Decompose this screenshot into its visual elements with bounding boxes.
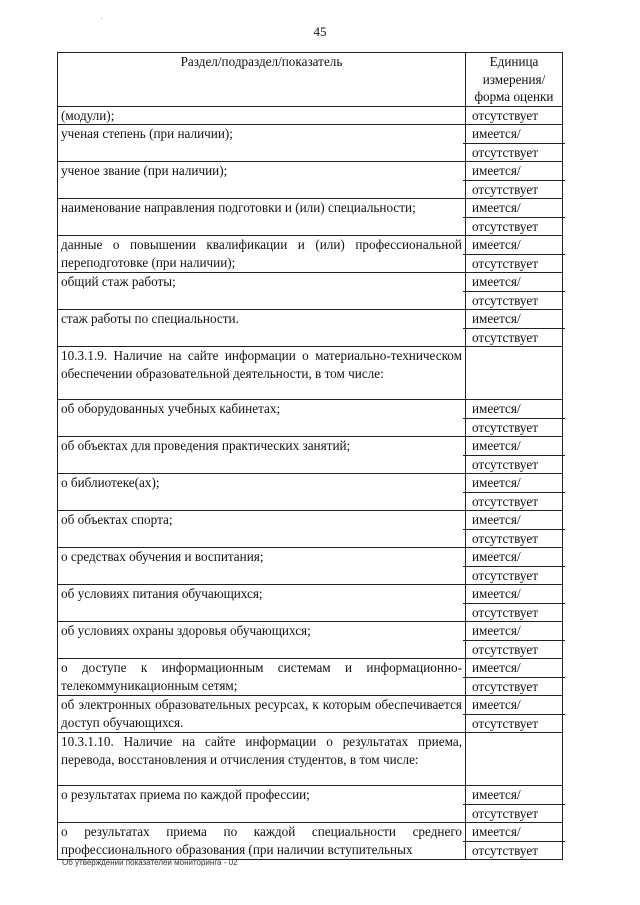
unit-value-alt: отсутствует xyxy=(463,492,565,511)
unit-cell xyxy=(466,733,563,786)
unit-cell xyxy=(466,273,563,310)
indicator-cell: об объектах для проведения практических занятий; xyxy=(58,437,466,474)
table-row xyxy=(58,162,563,199)
indicator-cell: об условиях питания обучающихся; xyxy=(58,585,466,622)
table-row xyxy=(58,236,563,273)
unit-value-alt: отсутствует xyxy=(463,180,565,199)
unit-cell xyxy=(466,106,563,125)
unit-value: имеется/ xyxy=(472,126,521,141)
table-row xyxy=(58,823,563,860)
table-row xyxy=(58,400,563,437)
table-body xyxy=(58,106,563,860)
indicator-cell: об электронных образовательных ресурсах, к которым обеспечивается доступ обучающихся. xyxy=(58,696,466,733)
header-unit: Единица измерения/ форма оценки xyxy=(466,53,563,107)
unit-cell xyxy=(466,236,563,273)
unit-value-alt: отсутствует xyxy=(463,804,565,823)
unit-value-alt: отсутствует xyxy=(463,217,565,236)
indicator-cell: ученая степень (при наличии); xyxy=(58,125,466,162)
unit-cell xyxy=(466,548,563,585)
page-number: 45 xyxy=(313,24,327,39)
table-row xyxy=(58,125,563,162)
table-row xyxy=(58,622,563,659)
unit-cell xyxy=(466,786,563,823)
indicator-table xyxy=(57,52,563,860)
table-row xyxy=(58,474,563,511)
unit-value: имеется/ xyxy=(472,200,521,215)
table-row xyxy=(58,347,563,400)
table-row xyxy=(58,437,563,474)
unit-cell xyxy=(466,823,563,860)
unit-value: имеется/ xyxy=(472,586,521,601)
indicator-cell: об условиях охраны здоровья обучающихся; xyxy=(58,622,466,659)
indicator-cell: об оборудованных учебных кабинетах; xyxy=(58,400,466,437)
unit-value: имеется/ xyxy=(472,512,521,527)
unit-value: имеется/ xyxy=(472,311,521,326)
indicator-cell: 10.3.1.9. Наличие на сайте информации о материально-техническом обеспечении образовательной деятельности, в том числе: xyxy=(58,347,466,400)
unit-value: имеется/ xyxy=(472,824,521,839)
footer-note: Об утверждении показателей мониторинга - 02 xyxy=(62,858,238,867)
table-row xyxy=(58,548,563,585)
table-row xyxy=(58,273,563,310)
unit-value: отсутствует xyxy=(472,107,538,123)
unit-value: имеется/ xyxy=(472,787,521,802)
unit-value-alt: отсутствует xyxy=(463,677,565,696)
indicator-cell: о средствах обучения и воспитания; xyxy=(58,548,466,585)
indicator-cell: стаж работы по специальности. xyxy=(58,310,466,347)
unit-value-alt: отсутствует xyxy=(463,455,565,474)
unit-value-alt: отсутствует xyxy=(463,566,565,585)
table-row xyxy=(58,733,563,786)
unit-value-alt: отсутствует xyxy=(463,714,565,733)
unit-value-alt: отсутствует xyxy=(463,328,565,347)
unit-value: имеется/ xyxy=(472,274,521,289)
indicator-cell: ученое звание (при наличии); xyxy=(58,162,466,199)
indicator-cell: об объектах спорта; xyxy=(58,511,466,548)
unit-cell xyxy=(466,511,563,548)
unit-cell xyxy=(466,162,563,199)
unit-value: имеется/ xyxy=(472,401,521,416)
indicator-cell: общий стаж работы; xyxy=(58,273,466,310)
unit-value-alt: отсутствует xyxy=(463,841,565,860)
indicator-cell: (модули); xyxy=(58,106,466,125)
unit-value-alt: отсутствует xyxy=(463,291,565,310)
table-header-row xyxy=(58,53,563,107)
unit-cell xyxy=(466,696,563,733)
unit-value-alt: отсутствует xyxy=(463,254,565,273)
unit-cell xyxy=(466,400,563,437)
unit-cell xyxy=(466,585,563,622)
unit-value-alt: отсутствует xyxy=(463,529,565,548)
table-row xyxy=(58,585,563,622)
unit-value-alt: отсутствует xyxy=(463,640,565,659)
unit-value-alt: отсутствует xyxy=(463,418,565,437)
unit-value: имеется/ xyxy=(472,475,521,490)
unit-cell xyxy=(466,437,563,474)
indicator-cell: о библиотеке(ах); xyxy=(58,474,466,511)
indicator-cell: наименование направления подготовки и (или) специальности; xyxy=(58,199,466,236)
unit-cell xyxy=(466,347,563,400)
unit-cell xyxy=(466,125,563,162)
unit-value-alt: отсутствует xyxy=(463,603,565,622)
scan-mark xyxy=(101,18,102,19)
table-row xyxy=(58,696,563,733)
unit-value: имеется/ xyxy=(472,660,521,675)
indicator-cell: о доступе к информационным системам и информационно-телекоммуникационным сетям; xyxy=(58,659,466,696)
indicator-cell: 10.3.1.10. Наличие на сайте информации о результатах приема, перевода, восстановления и отчисления студентов, в том числе: xyxy=(58,733,466,786)
table-row xyxy=(58,106,563,125)
indicator-cell: о результатах приема по каждой специальности среднего профессионального образования (при наличии вступительных xyxy=(58,823,466,860)
header-section: Раздел/подраздел/показатель xyxy=(58,53,466,107)
unit-cell xyxy=(466,659,563,696)
table-row xyxy=(58,310,563,347)
unit-value-alt: отсутствует xyxy=(463,143,565,162)
indicator-cell: о результатах приема по каждой профессии; xyxy=(58,786,466,823)
table-row xyxy=(58,511,563,548)
unit-cell xyxy=(466,622,563,659)
unit-cell xyxy=(466,474,563,511)
indicator-cell: данные о повышении квалификации и (или) профессиональной переподготовке (при наличии); xyxy=(58,236,466,273)
table-row xyxy=(58,659,563,696)
table-row xyxy=(58,786,563,823)
unit-value: имеется/ xyxy=(472,623,521,638)
unit-cell xyxy=(466,199,563,236)
unit-value: имеется/ xyxy=(472,549,521,564)
table-row xyxy=(58,199,563,236)
unit-value: имеется/ xyxy=(472,697,521,712)
unit-cell xyxy=(466,310,563,347)
unit-value: имеется/ xyxy=(472,163,521,178)
unit-value: имеется/ xyxy=(472,237,521,252)
unit-value: имеется/ xyxy=(472,438,521,453)
